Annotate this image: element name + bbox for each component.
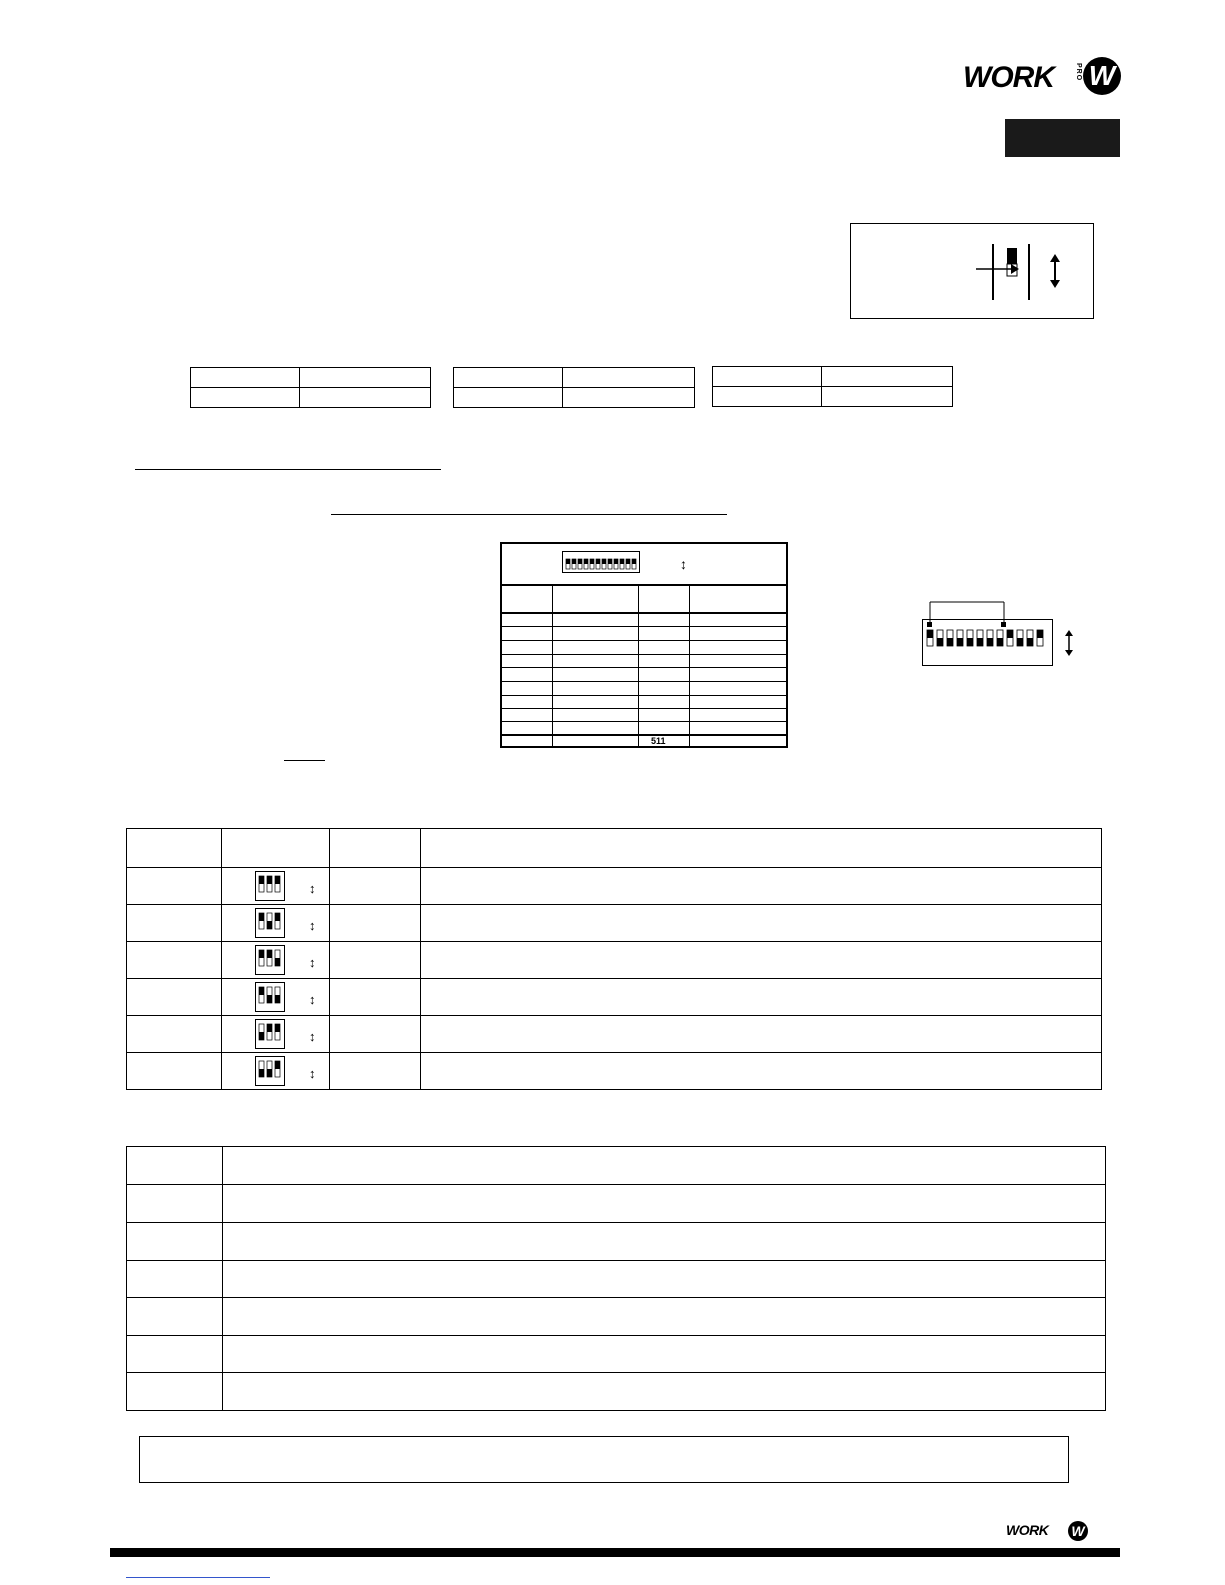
row-line — [502, 721, 786, 722]
row-line — [127, 1260, 1105, 1261]
small-table-1 — [190, 367, 431, 408]
mode-dip-icons — [255, 871, 325, 1087]
svg-text:↕: ↕ — [309, 918, 316, 933]
section-tab — [1005, 119, 1120, 157]
row-line — [127, 1335, 1105, 1336]
row-line — [502, 640, 786, 641]
row-line — [502, 667, 786, 668]
footer-link[interactable] — [126, 1577, 270, 1578]
small-table-3 — [712, 366, 953, 407]
row-line — [127, 1222, 1105, 1223]
row-line — [502, 626, 786, 627]
footer-logo — [1006, 1521, 1088, 1541]
svg-text:↕: ↕ — [309, 881, 316, 896]
svg-text:↕: ↕ — [309, 992, 316, 1007]
dip-switch-example — [922, 600, 1076, 666]
switch-illustration — [851, 224, 1095, 320]
col-line — [689, 584, 690, 748]
small-table-2 — [453, 367, 695, 408]
row-line — [502, 681, 786, 682]
svg-text:↕: ↕ — [309, 1066, 316, 1081]
row-line — [127, 867, 1101, 868]
col-line — [221, 829, 222, 1089]
header-row-line — [502, 612, 786, 614]
row-line — [502, 695, 786, 696]
col-line — [552, 584, 553, 748]
up-down-arrow-icon: ↕ — [680, 556, 687, 572]
col-line — [222, 1147, 223, 1410]
brand-text: WORK — [963, 61, 1054, 94]
address-table-header — [502, 544, 786, 586]
row-line — [127, 1297, 1105, 1298]
footer-brand-text: WORK — [1006, 1522, 1049, 1538]
dmx-address-table — [500, 542, 788, 748]
row-line — [127, 1372, 1105, 1373]
dip-switch-header-icon — [562, 551, 640, 573]
brand-logo — [963, 57, 1128, 99]
function-table — [126, 1146, 1106, 1411]
col-line — [420, 829, 421, 1089]
row-line — [127, 1184, 1105, 1185]
max-address-value: 511 — [651, 736, 666, 746]
col-line — [329, 829, 330, 1089]
brand-mark-icon: W — [1083, 57, 1121, 95]
svg-text:↕: ↕ — [309, 955, 316, 970]
row-line — [502, 654, 786, 655]
row-line — [502, 734, 786, 736]
svg-text:↕: ↕ — [309, 1029, 316, 1044]
footer-brand-mark-icon: W — [1068, 1521, 1088, 1541]
note-box — [139, 1436, 1069, 1483]
switch-diagram — [850, 223, 1094, 319]
underline-subheading — [331, 514, 727, 515]
col-line — [638, 584, 639, 748]
underline-heading — [135, 469, 441, 470]
mode-table — [126, 828, 1102, 1090]
row-line — [502, 708, 786, 709]
underline-note — [284, 760, 325, 761]
footer-bar — [110, 1548, 1120, 1557]
brand-sub: PRO — [1075, 63, 1082, 82]
